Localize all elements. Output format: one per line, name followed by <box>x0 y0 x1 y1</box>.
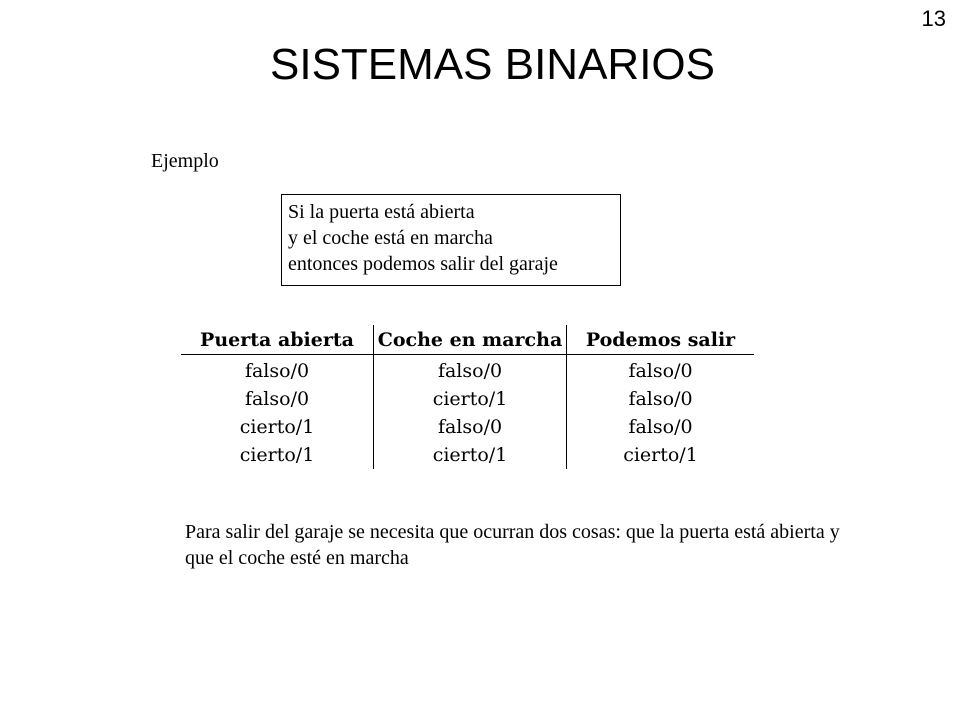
table-cell: falso/0 <box>244 388 310 410</box>
header-podemos-salir: Podemos salir <box>567 325 755 355</box>
table-cell: falso/0 <box>374 355 567 386</box>
table-cell: falso/0 <box>567 385 755 413</box>
table-row <box>181 385 754 413</box>
header-puerta-abierta: Puerta abierta <box>181 325 374 355</box>
table-cell: falso/0 <box>244 360 310 382</box>
condition-line: y el coche está en marcha <box>288 227 493 249</box>
example-label: Ejemplo <box>151 150 219 172</box>
condition-line: Si la puerta está abierta <box>288 201 475 223</box>
table-row <box>181 413 754 441</box>
table-cell: cierto/1 <box>567 441 755 469</box>
header-coche-en-marcha: Coche en marcha <box>374 325 567 355</box>
slide-title: SISTEMAS BINARIOS <box>270 40 715 89</box>
conclusion-text: Para salir del garaje se necesita que ocurran dos cosas: que la puerta está abierta y que el coche esté en marcha <box>185 521 840 569</box>
condition-box <box>281 194 621 286</box>
table-cell: cierto/1 <box>374 385 567 413</box>
table-cell: falso/0 <box>567 355 755 386</box>
table-cell: falso/0 <box>374 413 567 441</box>
page-number: 13 <box>921 6 946 31</box>
table-row <box>181 441 754 469</box>
table-header-row <box>181 325 754 355</box>
table-row <box>181 355 754 386</box>
table-cell: cierto/1 <box>239 416 315 438</box>
table-cell: cierto/1 <box>374 441 567 469</box>
table-cell: falso/0 <box>567 413 755 441</box>
truth-table <box>181 325 754 469</box>
table-cell: cierto/1 <box>239 444 315 466</box>
condition-line: entonces podemos salir del garaje <box>288 253 558 275</box>
